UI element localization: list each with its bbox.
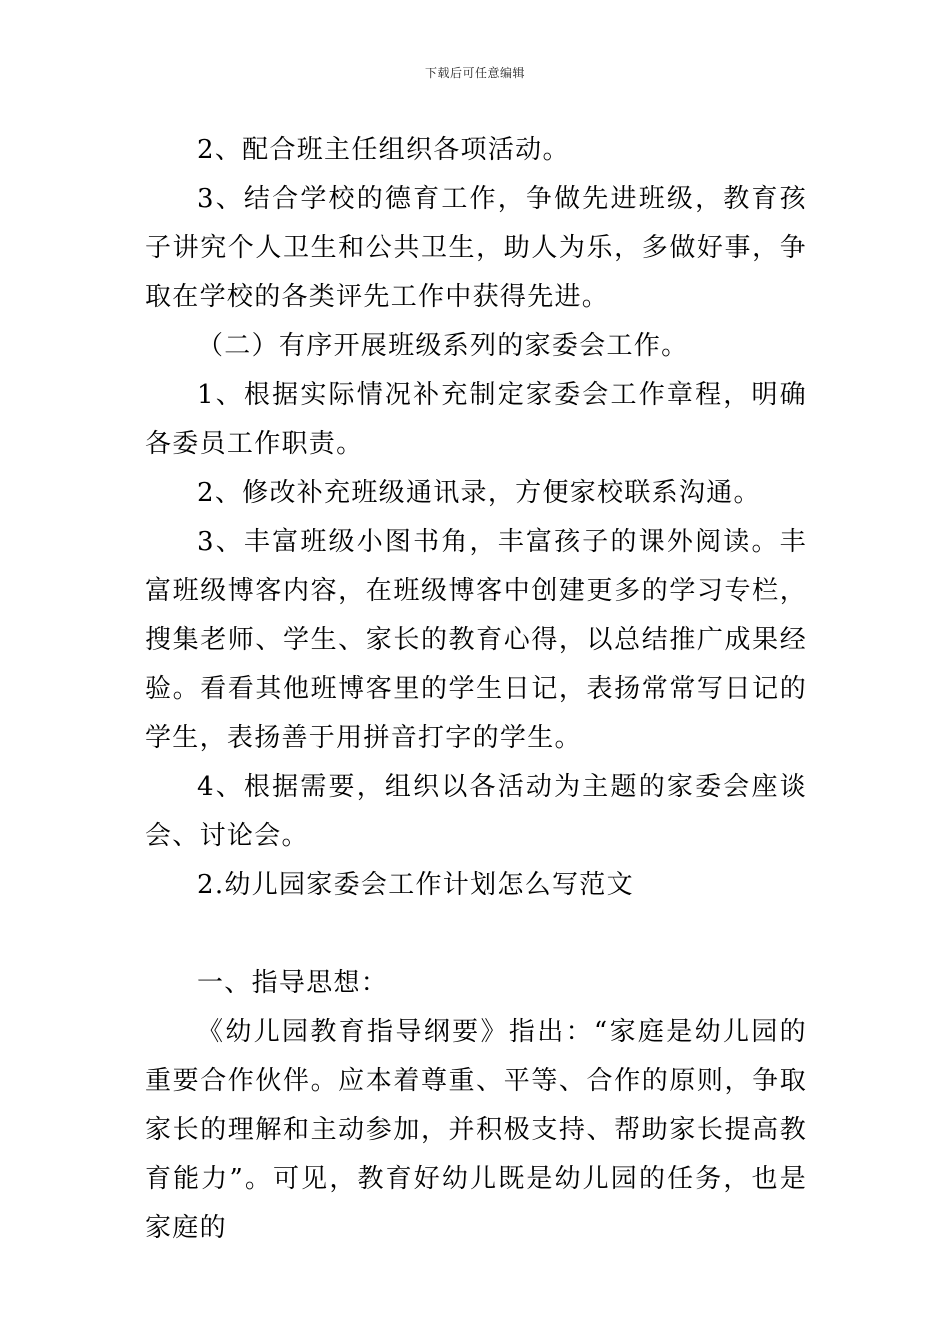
document-body bbox=[145, 126, 807, 1253]
paragraph: 3、结合学校的德育工作，争做先进班级，教育孩子讲究个人卫生和公共卫生，助人为乐，多做好事，争取在学校的各类评先工作中获得先进。 bbox=[145, 184, 807, 312]
paragraph: 3、丰富班级小图书角，丰富孩子的课外阅读。丰富班级博客内容，在班级博客中创建更多的学习专栏，搜集老师、学生、家长的教育心得，以总结推广成果经验。看看其他班博客里的学生日记，表扬常常写日记的学生，表扬善于用拼音打字的学生。 bbox=[145, 527, 807, 753]
section-heading: 一、指导思想： bbox=[197, 968, 389, 998]
header-note: 下载后可任意编辑 bbox=[424, 66, 525, 80]
paragraph: 《幼儿园教育指导纲要》指出：“家庭是幼儿园的重要合作伙伴。应本着尊重、平等、合作的原则，争取家长的理解和主动参加，并积极支持、帮助家长提高教育能力”。可见，教育好幼儿既是幼儿园的任务，也是家庭的 bbox=[145, 1017, 807, 1243]
section-heading: （二）有序开展班级系列的家委会工作。 bbox=[197, 331, 689, 361]
paragraph: 2、配合班主任组织各项活动。 bbox=[197, 135, 570, 165]
paragraph: 4、根据需要，组织以各活动为主题的家委会座谈会、讨论会。 bbox=[145, 772, 807, 851]
paragraph: 2、修改补充班级通讯录，方便家校联系沟通。 bbox=[197, 478, 761, 508]
paragraph: 1、根据实际情况补充制定家委会工作章程，明确各委员工作职责。 bbox=[145, 380, 807, 459]
article-title: 2.幼儿园家委会工作计划怎么写范文 bbox=[197, 870, 634, 900]
